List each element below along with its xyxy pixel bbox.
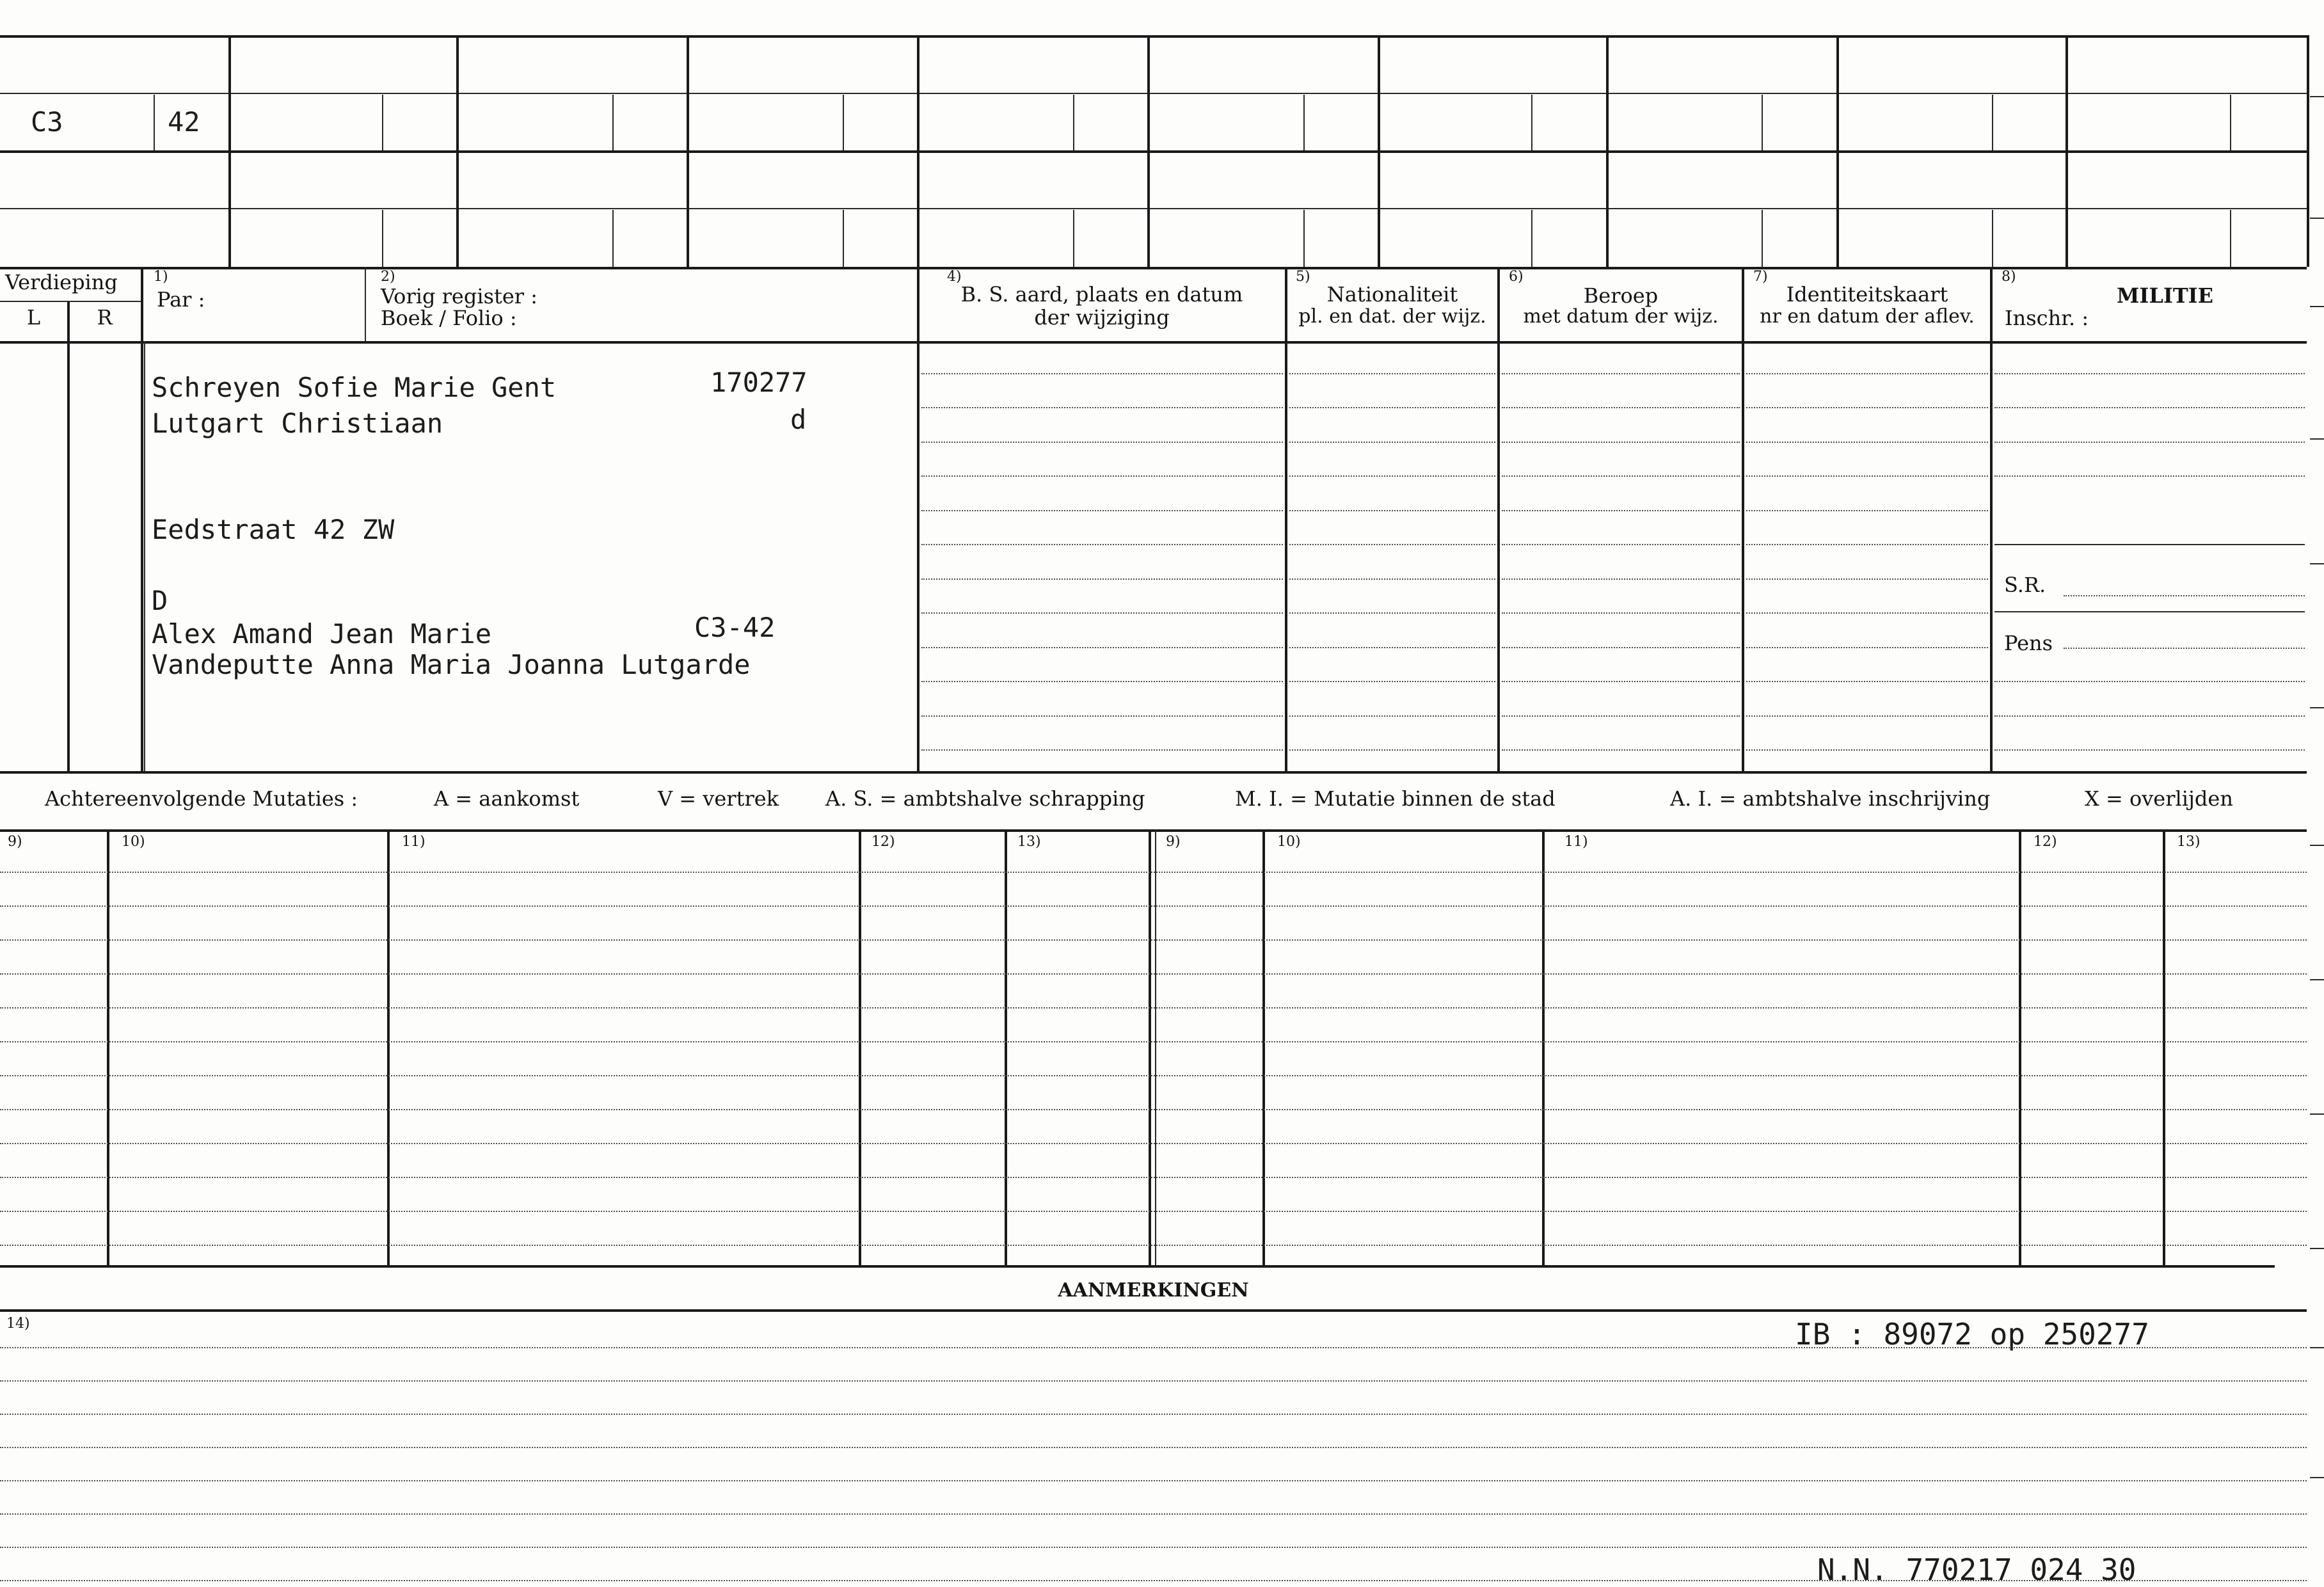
status-letter: D xyxy=(152,585,168,616)
floor-label: Verdieping xyxy=(5,270,118,294)
mother-name: Vandeputte Anna Maria Joanna Lutgarde xyxy=(152,649,751,680)
person-name-line1: Schreyen Sofie Marie Gent xyxy=(152,372,557,403)
legend-official-registration: A. I. = ambtshalve inschrijving xyxy=(1670,786,1991,811)
mut-col9-a: 9) xyxy=(8,834,22,850)
mut-col10-a: 10) xyxy=(122,834,145,850)
legend-official-removal: A. S. = ambtshalve schrapping xyxy=(825,786,1145,811)
street-address: Eedstraat 42 ZW xyxy=(152,514,395,545)
floor-left-label: L xyxy=(26,305,41,330)
ib-reference: IB : 89072 op 250277 xyxy=(1795,1317,2149,1352)
sector-code: C3 xyxy=(31,106,63,138)
mut-col9-b: 9) xyxy=(1166,834,1181,850)
pens-label: Pens xyxy=(2004,631,2053,655)
col6-number: 6) xyxy=(1509,269,1524,285)
gender-marker: d xyxy=(790,404,807,435)
col1-label: Par : xyxy=(157,287,205,312)
person-name-line2: Lutgart Christiaan xyxy=(152,408,443,439)
legend-arrival: A = aankomst xyxy=(434,786,580,811)
col1-number: 1) xyxy=(154,269,168,285)
col5-label-2: pl. en dat. der wijz. xyxy=(1298,305,1486,328)
legend-title: Achtereenvolgende Mutaties : xyxy=(45,786,358,811)
remarks-title: AANMERKINGEN xyxy=(1058,1279,1249,1302)
national-number: N.N. 770217 024 30 xyxy=(1817,1552,2137,1587)
col8-inschr: Inschr. : xyxy=(2005,306,2089,330)
floor-right-label: R xyxy=(97,305,113,330)
house-number: 42 xyxy=(168,106,200,138)
mut-col13-a: 13) xyxy=(1017,834,1041,850)
col5-label-1: Nationaliteit xyxy=(1326,282,1458,307)
col7-label-1: Identiteitskaart xyxy=(1786,282,1948,307)
legend-death: X = overlijden xyxy=(2085,786,2233,811)
col7-number: 7) xyxy=(1753,269,1768,285)
mut-col11-a: 11) xyxy=(402,834,426,850)
mut-col12-b: 12) xyxy=(2034,834,2057,850)
mut-col13-b: 13) xyxy=(2177,834,2201,850)
mut-col10-b: 10) xyxy=(1277,834,1301,850)
col7-label-2: nr en datum der aflev. xyxy=(1760,305,1975,328)
col8-title: MILITIE xyxy=(2117,283,2214,308)
col4-label-1: B. S. aard, plaats en datum xyxy=(960,282,1243,307)
col8-number: 8) xyxy=(2002,269,2016,285)
col2-number: 2) xyxy=(381,269,395,285)
col4-number: 4) xyxy=(947,269,962,285)
sr-label: S.R. xyxy=(2004,573,2046,597)
col2-label-1: Vorig register : xyxy=(381,284,538,308)
legend-internal-move: M. I. = Mutatie binnen de stad xyxy=(1235,786,1556,811)
col6-label-2: met datum der wijz. xyxy=(1523,305,1719,328)
col4-label-2: der wijziging xyxy=(1034,305,1170,330)
father-name: Alex Amand Jean Marie xyxy=(152,618,492,650)
mut-col11-b: 11) xyxy=(1564,834,1588,850)
birth-date: 170277 xyxy=(710,367,808,398)
register-reference: C3-42 xyxy=(694,612,776,643)
col6-label-1: Beroep xyxy=(1583,283,1659,308)
remarks-number: 14) xyxy=(6,1316,30,1332)
col5-number: 5) xyxy=(1296,269,1310,285)
col2-label-2: Boek / Folio : xyxy=(381,306,517,330)
mut-col12-a: 12) xyxy=(872,834,895,850)
legend-departure: V = vertrek xyxy=(658,786,779,811)
